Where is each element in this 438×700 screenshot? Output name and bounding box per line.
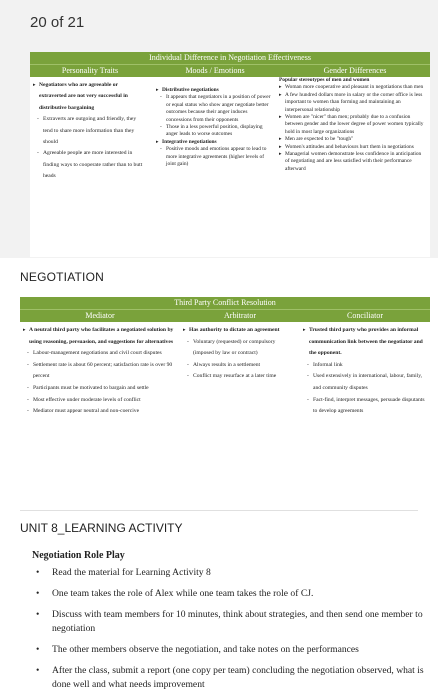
list-item: ▸ Women are "nicer" than men; probably due to a confusion between gender and the lower degree of power women typically hold in most large organizations: [279, 114, 427, 136]
activity-title: Negotiation Role Play: [32, 550, 125, 561]
list-item: - Participants must be motivated to bargain and settle: [23, 383, 177, 395]
individual-difference-table: [30, 52, 430, 257]
list-item: - Used extensively in international, labour, family, and community disputes: [303, 371, 427, 394]
list-item: - Fact-find, interpret messages, persuade disputants to develop agreements: [303, 395, 427, 418]
moods-column: [148, 77, 276, 183]
table-caption: Individual Difference in Negotiation Effectiveness: [30, 52, 430, 64]
section-negotiation-label: NEGOTIATION: [20, 270, 104, 284]
mediator-column: [20, 322, 180, 418]
list-item: - Positive moods and emotions appear to lead to more integrative agreements (higher levels of joint gain): [156, 146, 273, 168]
moods-lead-distributive: Distributive negotiations: [162, 87, 219, 93]
list-item: - Labour-management negotiations and civil court disputes: [23, 348, 177, 360]
list-item: - Informal link: [303, 360, 427, 372]
gender-lead: Popular stereotypes of men and women: [279, 77, 370, 83]
list-item: ▸ Women's attitudes and behaviours hurt them in negotiations: [279, 144, 427, 151]
list-item: - Always results in a settlement: [183, 360, 297, 372]
section-divider: [20, 510, 418, 511]
activity-list: [36, 566, 431, 699]
header-personality: Personality Traits: [61, 66, 119, 75]
table-caption: Third Party Conflict Resolution: [20, 297, 430, 309]
list-item: ▸ A few hundred dollars more in salary or the corner office is less important to women than forming and maintaining an interpersonal relationship: [279, 92, 427, 114]
list-item: - Voluntary (requested) or compulsory (imposed by law or contract): [183, 337, 297, 360]
table-header-row: [30, 64, 430, 77]
list-item: - Mediator must appear neutral and non-coercive: [23, 406, 177, 418]
list-item: - Settlement rate is about 60 percent; satisfaction rate is over 90 percent: [23, 360, 177, 383]
mediator-lead: A neutral third party who facilitates a negotiated solution by using reasoning, persuasion, and suggestions for alternatives: [29, 327, 174, 345]
header-conciliator: Conciliator: [347, 311, 383, 320]
list-item: • The other members observe the negotiation, and take notes on the performances: [36, 643, 431, 657]
arbitrator-column: [180, 322, 300, 418]
list-item: - It appears that negotiators in a position of power or equal status who show anger negotiate better outcomes because their anger induces concessions from their opponents: [156, 94, 273, 124]
table-body: [30, 77, 430, 183]
personality-column: [30, 77, 148, 183]
list-item: • One team takes the role of Alex while one team takes the role of CJ.: [36, 587, 431, 601]
conciliator-column: [300, 322, 430, 418]
moods-lead-integrative: Integrative negotiations: [162, 138, 217, 145]
list-item: - Agreeable people are more interested in finding ways to cooperate rather than to butt heads: [33, 148, 145, 182]
header-moods: Moods / Emotions: [185, 66, 245, 75]
slide-individual-difference: [0, 0, 438, 258]
list-item: ▸ Managerial women demonstrate less confidence in anticipation of negotiating and are less satisfied with their performance afterward: [279, 151, 427, 173]
arbitrator-lead: Has authority to dictate an agreement: [189, 327, 280, 333]
table-header-row: [20, 309, 430, 322]
list-item: ▸ Woman more cooperative and pleasant in negotiations than men: [279, 84, 427, 91]
third-party-table: [20, 297, 430, 418]
page-counter: 20 of 21: [30, 14, 85, 31]
header-mediator: Mediator: [85, 311, 115, 320]
list-item: - Those in a less powerful position, displaying anger leads to worse outcomes: [156, 124, 273, 139]
table-body: [20, 322, 430, 418]
conciliator-lead: Trusted third party who provides an informal communication link between the negotiator and the opponent.: [309, 327, 423, 357]
header-gender: Gender Differences: [323, 66, 387, 75]
header-arbitrator: Arbitrator: [224, 311, 256, 320]
list-item: • Read the material for Learning Activity 8: [36, 566, 431, 580]
list-item: • After the class, submit a report (one copy per team) concluding the negotiation observed, what is done well and what needs improvement: [36, 664, 431, 692]
personality-lead: Negotiators who are agreeable or extraverted are not very successful in distributive bargaining: [39, 82, 128, 111]
list-item: - Conflict may resurface at a later time: [183, 371, 297, 383]
list-item: • Discuss with team members for 10 minutes, think about strategies, and then send one member to negotiation: [36, 608, 431, 636]
section-unit8-label: UNIT 8_LEARNING ACTIVITY: [20, 521, 183, 535]
gender-column: [276, 77, 430, 183]
list-item: ▸ Men are expected to be "tough": [279, 136, 427, 143]
list-item: - Most effective under moderate levels of conflict: [23, 395, 177, 407]
list-item: - Extraverts are outgoing and friendly, they tend to share more information than they should: [33, 114, 145, 148]
